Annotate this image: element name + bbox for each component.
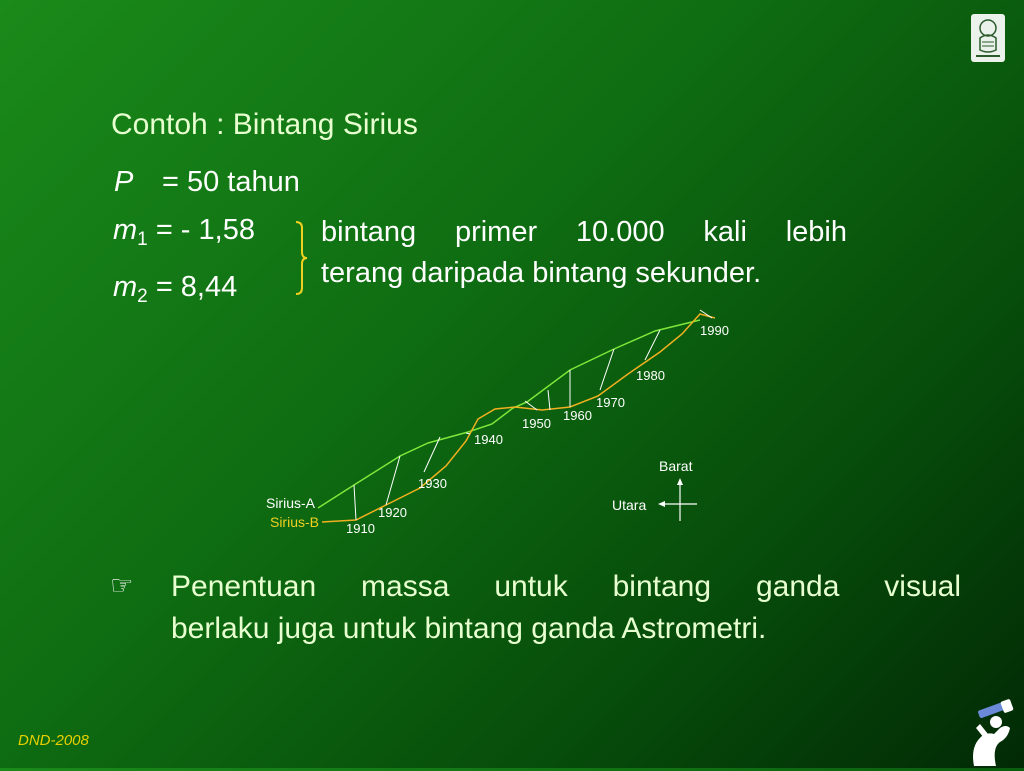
pointing-hand-icon: ☞ [110,570,134,600]
compass [612,458,697,521]
note-paragraph [171,566,961,650]
sirius-orbit-diagram [250,300,750,545]
compass-west-label: Barat [659,458,693,474]
sirius-a-path [318,320,700,508]
sirius-b-path [322,314,715,522]
year-label-1950: 1950 [522,416,551,431]
note-line-2: berlaku juga untuk bintang ganda Astrometri. [171,612,767,645]
astronomer-figure-logo [962,698,1022,771]
m1-subscript: 1 [137,229,148,250]
tie-lines [354,310,712,520]
period-symbol: P [114,166,134,198]
description-line-1: bintang primer 10.000 kali lebih [321,216,847,248]
year-label-1930: 1930 [418,476,447,491]
year-label-1920: 1920 [378,505,407,520]
year-label-1990: 1990 [700,323,729,338]
compass-north-label: Utara [612,497,647,513]
note-line-1: Penentuan massa untuk bintang ganda visual [171,570,961,603]
university-seal-logo [968,12,1008,69]
m1-row [113,214,255,251]
sirius-a-label: Sirius-A [265,495,315,511]
year-label-1910: 1910 [346,521,375,536]
year-label-1940: 1940 [474,432,503,447]
brightness-description [321,212,847,294]
tie-line-1910 [354,485,356,520]
m2-symbol: m [113,271,138,303]
tie-line-1960 [548,390,550,410]
period-row [114,166,300,199]
m1-symbol: m [113,214,138,246]
brace-icon [292,220,308,301]
slide-title: Contoh : Bintang Sirius [111,108,418,141]
year-label-1960: 1960 [563,408,592,423]
footer-text: DND-2008 [18,732,89,749]
period-value: = 50 tahun [162,166,300,198]
tie-line-1940 [466,433,470,434]
m2-subscript: 2 [137,286,148,307]
sirius-b-label: Sirius-B [269,514,319,530]
m1-value: = - 1,58 [155,214,255,246]
m2-value: = 8,44 [155,271,238,303]
year-label-1970: 1970 [596,395,625,410]
description-line-2: terang daripada bintang sekunder. [321,257,762,289]
year-label-1980: 1980 [636,368,665,383]
m2-row [113,271,237,308]
